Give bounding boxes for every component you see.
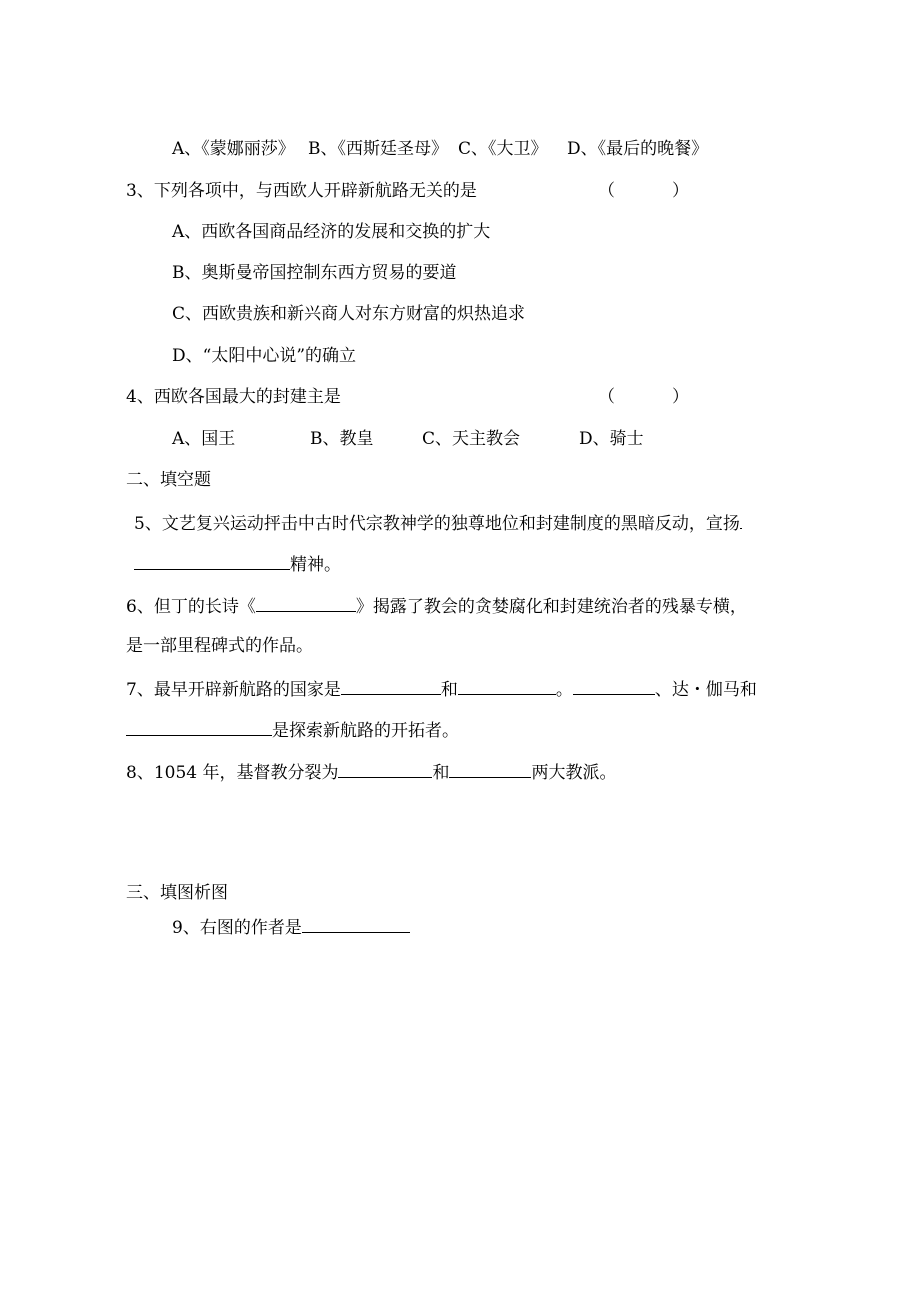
q3-stem: 3、下列各项中，与西欧人开辟新航路无关的是 — [126, 181, 477, 201]
q2-options — [172, 138, 295, 160]
q6-line1 — [126, 594, 747, 616]
q2-option-b-wrap — [308, 138, 448, 160]
q3-option-c: C、西欧贵族和新兴商人对东方财富的炽热追求 — [172, 304, 526, 324]
q8-text-a: 8、1054 年，基督教分裂为 — [126, 763, 339, 783]
q7-line2 — [126, 718, 459, 740]
q9-blank[interactable] — [302, 915, 410, 933]
q3-answer-paren-close: ） — [672, 181, 689, 201]
section2-title: 二、填空题 — [126, 470, 211, 490]
q9-text: 9、右图的作者是 — [172, 918, 302, 938]
q6-text1a: 6、但丁的长诗《 — [126, 597, 256, 617]
q9-line — [172, 915, 410, 937]
q5-edge-mark — [740, 511, 742, 529]
q8-text-b: 和 — [432, 763, 450, 783]
q8-line — [126, 760, 616, 782]
q2-option-c-wrap — [458, 138, 548, 160]
q8-blank-2[interactable] — [449, 760, 531, 778]
q5-line2 — [134, 552, 341, 574]
q2-option-a: A、《蒙娜丽莎》 — [172, 139, 295, 159]
q5-line1 — [134, 511, 742, 533]
q4-stem: 4、西欧各国最大的封建主是 — [126, 387, 341, 407]
q7-blank-1[interactable] — [341, 677, 441, 695]
q3-option-a: A、西欧各国商品经济的发展和交换的扩大 — [172, 222, 491, 242]
q4-option-a: A、国王 — [172, 429, 236, 449]
q3-answer-paren-open: （ — [598, 181, 615, 201]
q7-text1d: 、达・伽马和 — [654, 680, 757, 700]
q2-option-d-wrap — [567, 138, 708, 160]
q8-blank-1[interactable] — [338, 760, 432, 778]
q4-option-c: C、天主教会 — [422, 429, 521, 449]
q8-text-c: 两大教派。 — [531, 763, 617, 783]
q3-option-b: B、奥斯曼帝国控制东西方贸易的要道 — [172, 263, 457, 283]
q4-answer-paren-close: ） — [672, 387, 689, 407]
q6-text1b: 》揭露了教会的贪婪腐化和封建统治者的残暴专横， — [355, 597, 747, 617]
q7-text1c: 。 — [555, 680, 573, 700]
q7-text1a: 7、最早开辟新航路的国家是 — [126, 680, 341, 700]
q2-option-d: D、《最后的晚餐》 — [567, 139, 709, 159]
q7-line1 — [126, 677, 757, 699]
q4-option-b: B、教皇 — [310, 429, 374, 449]
q4-answer-paren-open: （ — [598, 387, 615, 407]
q3-option-d: D、“太阳中心说”的确立 — [172, 346, 357, 366]
q7-text2: 是探索新航路的开拓者。 — [272, 721, 459, 741]
q5-text1: 5、文艺复兴运动抨击中古时代宗教神学的独尊地位和封建制度的黑暗反动，宣扬 — [134, 514, 740, 534]
q7-blank-4[interactable] — [126, 718, 272, 736]
q2-option-c: C、《大卫》 — [458, 139, 548, 159]
q2-option-b: B、《西斯廷圣母》 — [308, 139, 448, 159]
q5-blank[interactable] — [134, 552, 290, 570]
section3-title: 三、填图析图 — [126, 883, 228, 903]
q5-text2: 精神。 — [290, 555, 341, 575]
q7-text1b: 和 — [440, 680, 458, 700]
q6-blank[interactable] — [256, 594, 356, 612]
q4-option-d: D、骑士 — [579, 429, 644, 449]
q6-text2: 是一部里程碑式的作品。 — [126, 636, 313, 656]
q7-blank-3[interactable] — [573, 677, 655, 695]
q7-blank-2[interactable] — [458, 677, 556, 695]
